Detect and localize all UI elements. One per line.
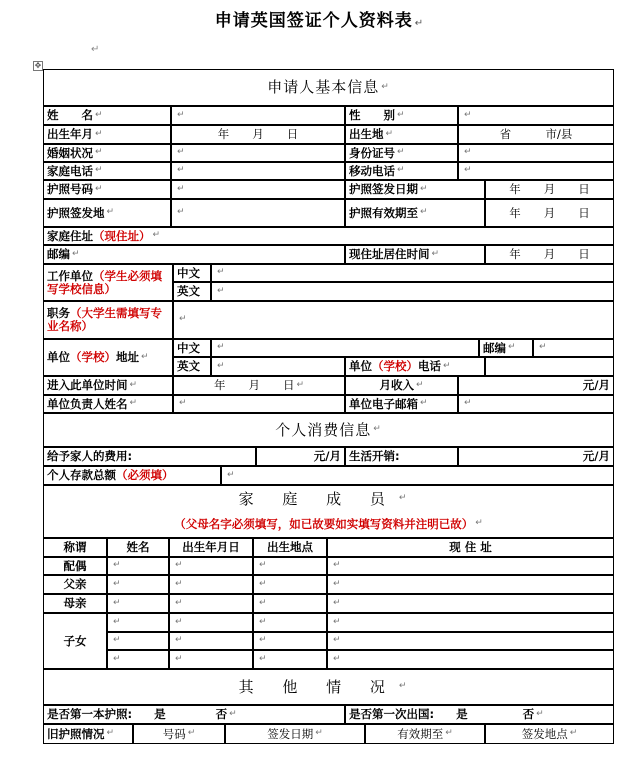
section-other: 其 他 情 况 ↵ <box>43 669 614 705</box>
father-name[interactable]: ↵ <box>107 575 169 594</box>
input-savings[interactable]: ↵ <box>221 466 614 485</box>
label-marital: 婚姻状况 ↵ <box>43 144 171 162</box>
father-birthplace[interactable]: ↵ <box>253 575 327 594</box>
mother-address[interactable]: ↵ <box>327 594 614 613</box>
input-name[interactable]: ↵ <box>171 106 345 125</box>
label-employer-email: 单位电子邮箱 ↵ <box>345 395 458 413</box>
child-birthplace[interactable]: ↵ <box>253 650 327 669</box>
child-address[interactable]: ↵ <box>327 613 614 632</box>
first-passport-row: 是否第一本护照: 是 否 ↵ <box>43 705 345 724</box>
mother-name[interactable]: ↵ <box>107 594 169 613</box>
paragraph-mark: ↵ <box>91 44 100 55</box>
label-employer: 工作单位（学生必须填写学校信息） <box>43 264 173 301</box>
input-passport-no[interactable]: ↵ <box>171 180 345 199</box>
input-employer-phone[interactable] <box>485 357 614 376</box>
label-monthly-income: 月收入 ↵ <box>345 376 458 395</box>
col-name: 姓名 <box>107 538 169 557</box>
child-name[interactable]: ↵ <box>107 613 169 632</box>
label-passport-issue-place: 护照签发地 ↵ <box>43 199 171 227</box>
input-mobile[interactable]: ↵ <box>458 162 614 180</box>
label-name: 姓 名 ↵ <box>43 106 171 125</box>
label-supervisor: 单位负责人姓名 ↵ <box>43 395 173 413</box>
label-passport-expiry: 护照有效期至 ↵ <box>345 199 485 227</box>
father-birth[interactable]: ↵ <box>169 575 253 594</box>
visa-form-table <box>44 70 614 747</box>
row-father: 父亲 <box>43 575 107 594</box>
row-children: 子女 <box>43 613 107 669</box>
form-title: 申请英国签证个人资料表 ↵ <box>214 11 425 31</box>
child-name[interactable]: ↵ <box>107 650 169 669</box>
child-birthplace[interactable]: ↵ <box>253 613 327 632</box>
input-gender[interactable]: ↵ <box>458 106 614 125</box>
label-residence-time: 现住址居住时间 ↵ <box>345 245 485 264</box>
input-birth-place[interactable]: 省 市/县 <box>458 125 614 144</box>
label-family-expense: 给予家人的费用: <box>43 447 256 466</box>
input-monthly-income[interactable]: 元/月 <box>458 376 614 395</box>
section-family: 家 庭 成 员 ↵ <box>43 485 614 512</box>
col-address: 现 住 址 <box>327 538 614 557</box>
label-birth-date: 出生年月 ↵ <box>43 125 171 144</box>
section-consume: 个人消费信息 ↵ <box>43 413 614 447</box>
label-address-en: 英文 <box>173 357 211 376</box>
label-home-address: 家庭住址 （现住址） ↵ <box>43 227 614 245</box>
input-id-no[interactable]: ↵ <box>458 144 614 162</box>
col-birth: 出生年月日 <box>169 538 253 557</box>
label-birth-place: 出生地 ↵ <box>345 125 458 144</box>
label-savings: 个人存款总额 （必须填） <box>43 466 221 485</box>
input-join-time[interactable]: 年 月 日 ↵ <box>173 376 345 395</box>
input-employer-cn[interactable]: ↵ <box>211 264 614 282</box>
spouse-name[interactable]: ↵ <box>107 557 169 575</box>
col-birthplace: 出生地点 <box>253 538 327 557</box>
first-abroad-row: 是否第一次出国: 是 否 ↵ <box>345 705 614 724</box>
input-employer-en[interactable]: ↵ <box>211 282 614 301</box>
spouse-birth[interactable]: ↵ <box>169 557 253 575</box>
child-address[interactable]: ↵ <box>327 650 614 669</box>
label-employer-cn: 中文 <box>173 264 211 282</box>
table-move-handle-icon[interactable]: ✥ <box>34 61 42 70</box>
input-family-expense[interactable]: 元/月 <box>256 447 345 466</box>
label-living-expense: 生活开销: <box>345 447 458 466</box>
input-position[interactable]: ↵ <box>173 301 614 339</box>
input-passport-issue-place[interactable]: ↵ <box>171 199 345 227</box>
child-name[interactable]: ↵ <box>107 632 169 650</box>
child-birthplace[interactable]: ↵ <box>253 632 327 650</box>
mother-birth[interactable]: ↵ <box>169 594 253 613</box>
child-birth[interactable]: ↵ <box>169 650 253 669</box>
input-living-expense[interactable]: 元/月 <box>458 447 614 466</box>
child-birth[interactable]: ↵ <box>169 613 253 632</box>
spouse-birthplace[interactable]: ↵ <box>253 557 327 575</box>
label-postcode-2: 邮编 ↵ <box>479 339 533 357</box>
label-issue-date: 签发日期 ↵ <box>225 724 365 744</box>
input-marital[interactable]: ↵ <box>171 144 345 162</box>
section-basic: 申请人基本信息 ↵ <box>43 69 614 106</box>
father-address[interactable]: ↵ <box>327 575 614 594</box>
row-spouse: 配偶 <box>43 557 107 575</box>
family-note: （父母名字必须填写，如已故要如实填写资料并注明已故） ↵ <box>43 511 614 538</box>
label-home-phone: 家庭电话 ↵ <box>43 162 171 180</box>
input-supervisor[interactable]: ↵ <box>173 395 345 413</box>
label-employer-phone: 单位 （学校） 电话 ↵ <box>345 357 485 376</box>
label-mobile: 移动电话 ↵ <box>345 162 458 180</box>
label-gender: 性 别 ↵ <box>345 106 458 125</box>
input-passport-expiry[interactable]: 年 月 日 <box>485 199 614 227</box>
label-join-time: 进入此单位时间 ↵ <box>43 376 173 395</box>
label-number: 号码 ↵ <box>133 724 225 744</box>
label-passport-no: 护照号码 ↵ <box>43 180 171 199</box>
input-address-en[interactable]: ↵ <box>211 357 345 376</box>
mother-birthplace[interactable]: ↵ <box>253 594 327 613</box>
input-address-cn[interactable]: ↵ <box>211 339 479 357</box>
label-address-cn: 中文 <box>173 339 211 357</box>
label-employer-address: 单位 （学校） 地址 ↵ <box>43 339 173 376</box>
input-passport-issue-date[interactable]: 年 月 日 <box>485 180 614 199</box>
child-birth[interactable]: ↵ <box>169 632 253 650</box>
label-position: 职务（大学生需填写专业名称） <box>43 301 173 339</box>
label-old-passport: 旧护照情况 ↵ <box>43 724 133 744</box>
label-issue-place: 签发地点 ↵ <box>485 724 614 744</box>
label-id-no: 身份证号 ↵ <box>345 144 458 162</box>
label-employer-en: 英文 <box>173 282 211 301</box>
input-residence-time[interactable]: 年 月 日 <box>485 245 614 264</box>
input-postcode-2[interactable]: ↵ <box>533 339 614 357</box>
input-employer-email[interactable]: ↵ <box>458 395 614 413</box>
spouse-address[interactable]: ↵ <box>327 557 614 575</box>
input-birth-date[interactable]: 年 月 日 <box>171 125 345 144</box>
child-address[interactable]: ↵ <box>327 632 614 650</box>
label-valid-until: 有效期至 ↵ <box>365 724 485 744</box>
input-home-phone[interactable]: ↵ <box>171 162 345 180</box>
label-passport-issue-date: 护照签发日期 ↵ <box>345 180 485 199</box>
label-postcode: 邮编 ↵ <box>43 245 345 264</box>
row-mother: 母亲 <box>43 594 107 613</box>
col-relation: 称谓 <box>43 538 107 557</box>
